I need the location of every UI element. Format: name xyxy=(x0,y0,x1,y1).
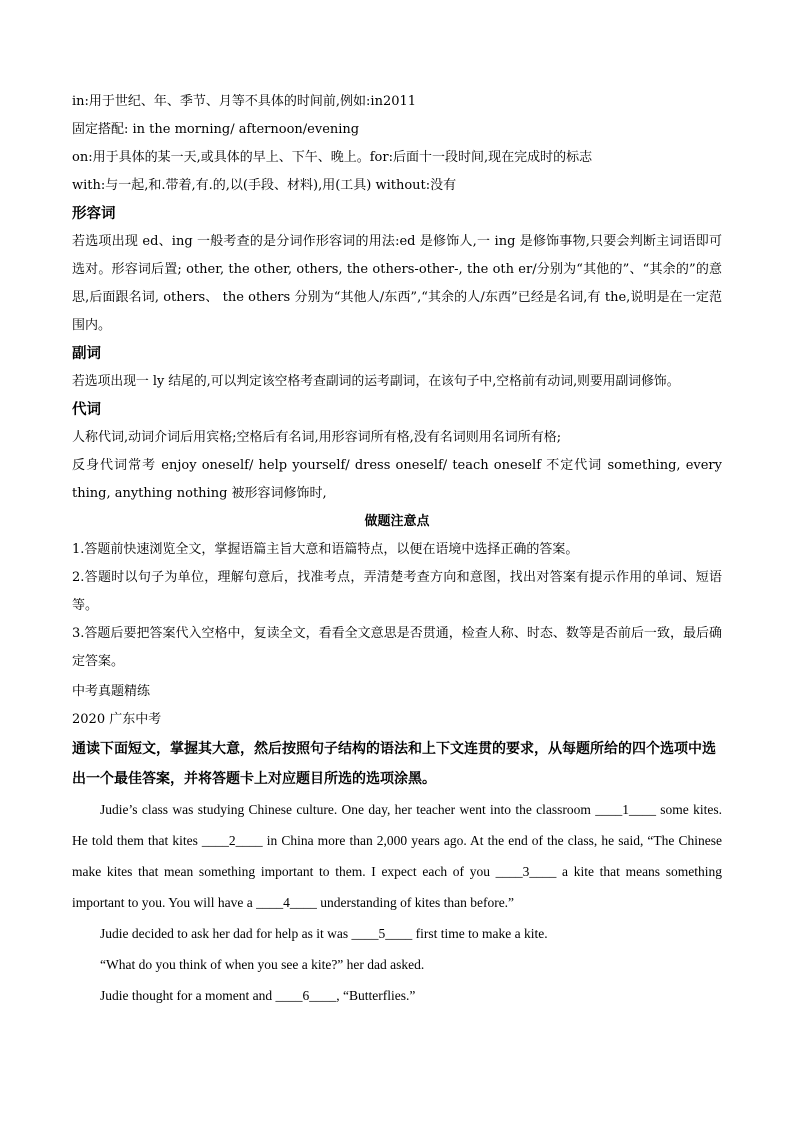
exam-section-title: 中考真题精练 xyxy=(72,684,151,699)
document-page xyxy=(72,88,722,1011)
tip-item: 3.答题后要把答案代入空格中，复读全文，看看全文意思是否贯通，检查人称、时态、数等是否前后一致，最后确定答案。 xyxy=(72,626,722,669)
adjective-text: 若选项出现 ed、ing 一般考查的是分词作形容词的用法:ed 是修饰人,一 ing 是修饰事物,只要会判断主词语即可选对。形容词后置; other, the other, others, the others-other-, the oth er/分别为“其他的”、“其余的”的意思,后面跟名词, others、 the others 分别为“其他人/东西”,“其余的人/东西”已经是名词,有 the,说明是在一定范围内。 xyxy=(72,234,722,333)
prep-with-line: with:与一起,和.带着,有.的,以(手段、材料),用(工具) without:没有 xyxy=(72,178,457,193)
adjective-heading: 形容词 xyxy=(72,205,116,222)
prep-fixed-line: 固定搭配: in the morning/ afternoon/evening xyxy=(72,122,360,137)
passage-paragraph: “What do you think of when you see a kite?” her dad asked. xyxy=(100,957,425,972)
pronoun-heading: 代词 xyxy=(72,401,101,418)
exam-instruction: 通读下面短文，掌握其大意，然后按照句子结构的语法和上下文连贯的要求，从每题所给的四个选项中选出一个最佳答案，并将答题卡上对应题目所选的选项涂黑。 xyxy=(72,741,716,787)
adverb-heading: 副词 xyxy=(72,345,101,362)
prep-on-for-line: on:用于具体的某一天,或具体的早上、下午、晚上。for:后面十一段时间,现在完成时的标志 xyxy=(72,150,593,165)
adverb-text: 若选项出现一 ly 结尾的,可以判定该空格考查副词的运考副词，在该句子中,空格前有动词,则要用副词修饰。 xyxy=(72,374,680,389)
pronoun-text-2: 反身代词常考 enjoy oneself/ help yourself/ dress oneself/ teach oneself 不定代词 something, every thing, anything nothing 被形容词修饰时, xyxy=(72,458,722,501)
pronoun-text-1: 人称代词,动词介词后用宾格;空格后有名词,用形容词所有格,没有名词则用名词所有格; xyxy=(72,430,562,445)
tips-heading: 做题注意点 xyxy=(364,514,430,529)
passage-paragraph: Judie decided to ask her dad for help as it was ____5____ first time to make a kite. xyxy=(100,926,548,941)
passage-paragraph: Judie thought for a moment and ____6____, “Butterflies.” xyxy=(100,988,416,1003)
tip-item: 2.答题时以句子为单位，理解句意后，找准考点，弄清楚考查方向和意图，找出对答案有提示作用的单词、短语等。 xyxy=(72,570,722,613)
prep-in-line: in:用于世纪、年、季节、月等不具体的时间前,例如:in2011 xyxy=(72,94,417,109)
exam-year: 2020 广东中考 xyxy=(72,712,162,727)
tip-item: 1.答题前快速浏览全文，掌握语篇主旨大意和语篇特点，以便在语境中选择正确的答案。 xyxy=(72,542,579,557)
passage-paragraph: Judie’s class was studying Chinese culture. One day, her teacher went into the classroom ____1____ some kites. He told them that kites ____2____ in China more than 2,000 years ago. At the end of the class, he said, “The Chinese make kites that mean something important to them. I expect each of you ____3____ a kite that means something important to you. You will have a ____4____ understanding of kites than before.” xyxy=(72,802,722,910)
